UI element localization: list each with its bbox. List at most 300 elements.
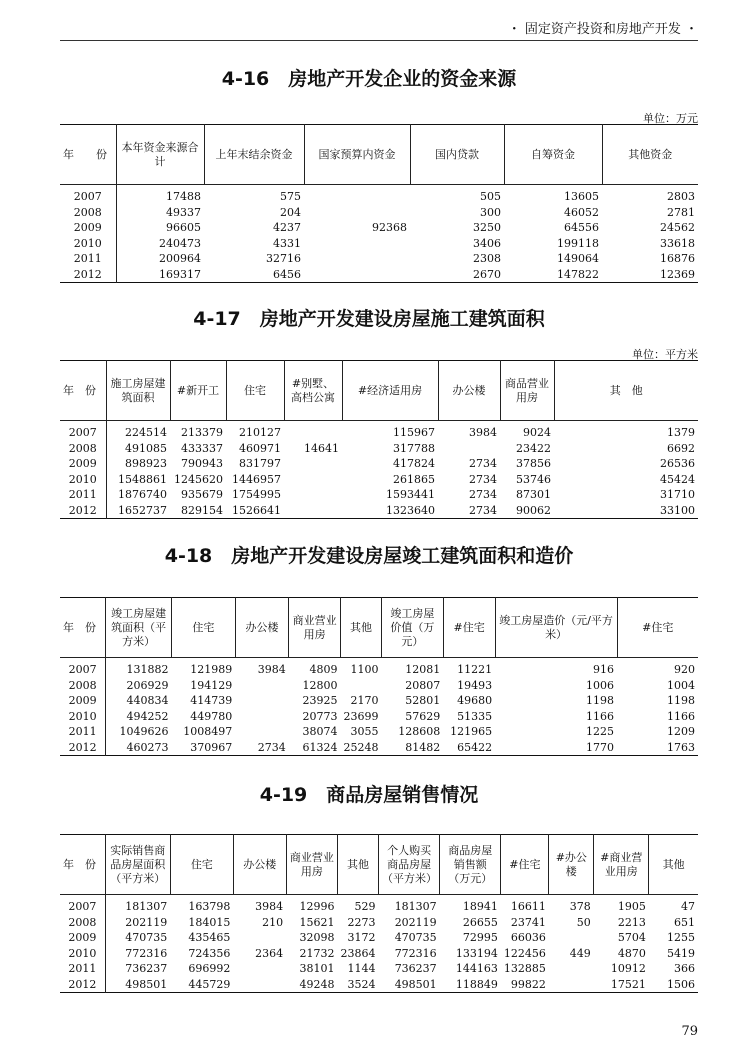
- value-cell: [284, 472, 342, 488]
- value-cell: 1593441: [386, 488, 435, 501]
- value-cell: 9024: [523, 426, 551, 439]
- value-cell: 133194: [455, 946, 498, 960]
- table-row: [60, 185, 698, 205]
- value-cell: 64556: [564, 221, 599, 234]
- value-cell: 131882: [126, 663, 169, 676]
- table-row: [60, 961, 698, 977]
- value-cell: 736237: [125, 962, 168, 975]
- value-cell: 494252: [126, 709, 169, 723]
- year-cell: 2009: [60, 456, 106, 472]
- t16-header-1: 本年资金来源合计: [116, 125, 204, 185]
- value-cell: 11221: [457, 663, 493, 676]
- value-cell: 3984: [257, 663, 286, 676]
- table-row: [60, 267, 698, 283]
- value-cell: [549, 977, 594, 993]
- running-header: ・ 固定资产投资和房地产开发 ・: [507, 22, 698, 37]
- value-cell: 1245620: [174, 472, 223, 486]
- value-cell: 831797: [239, 457, 281, 470]
- t19-header-5: 其他: [338, 835, 379, 895]
- value-cell: [304, 185, 410, 205]
- value-cell: 3250: [473, 221, 501, 234]
- t18-header-5: 其他: [341, 598, 382, 658]
- value-cell: [235, 693, 289, 709]
- year-cell: 2008: [60, 441, 106, 457]
- value-cell: [549, 930, 594, 946]
- value-cell: 772316: [394, 946, 437, 960]
- value-cell: 50: [576, 915, 591, 929]
- value-cell: 21732: [299, 946, 335, 960]
- value-cell: 16876: [660, 252, 695, 265]
- t17-header-4: #别墅、高档公寓: [284, 361, 342, 421]
- table-row: [60, 503, 698, 519]
- value-cell: 2734: [257, 740, 286, 754]
- table-4-19: [60, 834, 698, 993]
- value-cell: 2170: [350, 694, 379, 707]
- year-cell: 2009: [60, 693, 106, 709]
- value-cell: 2734: [469, 488, 497, 501]
- value-cell: 49248: [299, 977, 335, 991]
- header-rule: [60, 40, 698, 41]
- value-cell: 1526641: [232, 503, 281, 517]
- value-cell: 17521: [610, 977, 646, 991]
- value-cell: 1198: [667, 694, 695, 707]
- value-cell: 1209: [667, 725, 695, 738]
- value-cell: 2273: [347, 915, 376, 929]
- year-cell: 2009: [60, 220, 116, 236]
- value-cell: 122456: [503, 946, 546, 960]
- value-cell: 2308: [473, 252, 501, 265]
- value-cell: 4870: [617, 946, 646, 960]
- t17-header-5: #经济适用房: [342, 361, 438, 421]
- value-cell: 45424: [660, 472, 695, 486]
- table-row: [60, 472, 698, 488]
- value-cell: 3172: [347, 931, 376, 944]
- value-cell: 194129: [190, 678, 233, 692]
- table-row: [60, 740, 698, 756]
- value-cell: 72995: [462, 931, 498, 944]
- value-cell: 2670: [473, 267, 501, 281]
- value-cell: 261865: [393, 472, 435, 486]
- value-cell: 898923: [125, 457, 167, 470]
- table-4-17: [60, 360, 698, 519]
- table-row: [60, 915, 698, 931]
- value-cell: 1770: [586, 740, 615, 754]
- value-cell: 790943: [181, 457, 223, 470]
- value-cell: 300: [480, 205, 501, 219]
- year-cell: 2012: [60, 267, 116, 283]
- value-cell: 65422: [457, 740, 493, 754]
- t19-header-4: 商业营业用房: [286, 835, 337, 895]
- value-cell: [284, 456, 342, 472]
- value-cell: 772316: [125, 946, 168, 960]
- value-cell: 16611: [510, 900, 546, 913]
- value-cell: 23864: [340, 946, 376, 960]
- value-cell: 470735: [125, 931, 168, 944]
- t18-header-6: 竣工房屋价值（万元）: [382, 598, 444, 658]
- t19-header-2: 住宅: [170, 835, 233, 895]
- value-cell: 1225: [586, 725, 615, 738]
- year-cell: 2008: [60, 678, 106, 694]
- value-cell: 696992: [188, 962, 231, 975]
- value-cell: 4237: [273, 221, 301, 234]
- value-cell: 204: [280, 205, 301, 219]
- t19-header-11: 其他: [649, 835, 698, 895]
- value-cell: 10912: [610, 962, 646, 975]
- t19-header-6: 个人购买商品房屋（平方米）: [379, 835, 440, 895]
- value-cell: 916: [593, 663, 615, 676]
- value-cell: 470735: [394, 931, 437, 944]
- value-cell: 23925: [302, 694, 338, 707]
- value-cell: 147822: [557, 267, 599, 281]
- value-cell: 498501: [125, 977, 168, 991]
- table-row: [60, 724, 698, 740]
- value-cell: 449780: [190, 709, 233, 723]
- t19-header-9: #办公楼: [549, 835, 594, 895]
- value-cell: [438, 441, 500, 457]
- table-4-16: [60, 124, 698, 283]
- year-cell: 2009: [60, 930, 105, 946]
- value-cell: 14641: [304, 441, 339, 455]
- value-cell: [284, 487, 342, 503]
- value-cell: 210127: [239, 426, 281, 439]
- value-cell: 47: [681, 900, 695, 913]
- value-cell: 33618: [660, 236, 695, 250]
- value-cell: 366: [674, 962, 695, 975]
- value-cell: 1763: [667, 740, 695, 754]
- value-cell: 651: [674, 915, 695, 929]
- t18-header-9: #住宅: [617, 598, 698, 658]
- value-cell: 449: [569, 946, 591, 960]
- value-cell: 33100: [660, 503, 695, 517]
- value-cell: [304, 251, 410, 267]
- t16-header-2: 上年末结余资金: [204, 125, 304, 185]
- value-cell: 935679: [181, 488, 223, 501]
- value-cell: 3984: [255, 900, 284, 913]
- value-cell: 4331: [273, 236, 301, 250]
- value-cell: 57629: [405, 709, 441, 723]
- value-cell: 1754995: [232, 488, 281, 501]
- value-cell: 240473: [159, 236, 201, 250]
- year-cell: 2010: [60, 709, 106, 725]
- value-cell: 440834: [126, 694, 169, 707]
- t18-header-4: 商业营业用房: [289, 598, 341, 658]
- value-cell: 2364: [255, 946, 284, 960]
- table-row: [60, 946, 698, 962]
- value-cell: 15621: [299, 915, 335, 929]
- t18-header-3: 办公楼: [235, 598, 289, 658]
- table-row: [60, 487, 698, 503]
- value-cell: 128608: [398, 725, 441, 738]
- t18-header-0: 年 份: [60, 598, 106, 658]
- t16-header-5: 自筹资金: [504, 125, 602, 185]
- value-cell: 3524: [347, 977, 376, 991]
- value-cell: 87301: [516, 488, 551, 501]
- value-cell: 181307: [125, 900, 168, 913]
- value-cell: 213379: [181, 426, 223, 439]
- value-cell: 2734: [469, 472, 497, 486]
- t17-header-0: 年 份: [60, 361, 106, 421]
- t17-header-1: 施工房屋建筑面积: [106, 361, 170, 421]
- value-cell: 23699: [343, 709, 379, 723]
- value-cell: 2734: [469, 503, 497, 517]
- value-cell: 210: [262, 915, 284, 929]
- value-cell: 17488: [166, 190, 201, 203]
- year-cell: 2011: [60, 724, 106, 740]
- value-cell: 1008497: [183, 725, 233, 738]
- value-cell: 3406: [473, 236, 501, 250]
- value-cell: 378: [569, 900, 591, 913]
- t19-header-3: 办公楼: [233, 835, 286, 895]
- value-cell: 12081: [405, 663, 441, 676]
- value-cell: 20773: [302, 709, 338, 723]
- t19-header-10: #商业营业用房: [594, 835, 649, 895]
- value-cell: 121965: [450, 725, 493, 738]
- value-cell: 2803: [667, 190, 695, 203]
- value-cell: 61324: [302, 740, 338, 754]
- value-cell: 435465: [188, 931, 231, 944]
- value-cell: 18941: [462, 900, 498, 913]
- table-row: [60, 930, 698, 946]
- value-cell: [235, 724, 289, 740]
- t19-header-1: 实际销售商品房屋面积（平方米）: [105, 835, 170, 895]
- value-cell: 163798: [188, 900, 231, 913]
- value-cell: 2213: [617, 915, 646, 929]
- value-cell: 96605: [166, 221, 201, 234]
- value-cell: 1100: [350, 663, 379, 676]
- t18-header-8: 竣工房屋造价（元/平方米）: [495, 598, 617, 658]
- year-cell: 2010: [60, 472, 106, 488]
- value-cell: [233, 930, 286, 946]
- table-row: [60, 977, 698, 993]
- value-cell: 1166: [586, 709, 615, 723]
- value-cell: 49337: [166, 205, 201, 219]
- table-row: [60, 895, 698, 915]
- value-cell: 6456: [273, 267, 301, 281]
- year-cell: 2007: [60, 658, 106, 678]
- t16-header-0: 年 份: [60, 125, 116, 185]
- value-cell: 23422: [516, 441, 551, 455]
- value-cell: 736237: [394, 962, 437, 975]
- value-cell: 90062: [516, 503, 551, 517]
- value-cell: 51335: [457, 709, 493, 723]
- value-cell: 37856: [516, 457, 551, 470]
- value-cell: 20807: [405, 678, 441, 692]
- value-cell: 920: [674, 663, 695, 676]
- value-cell: [233, 961, 286, 977]
- value-cell: 460971: [239, 441, 281, 455]
- t17-header-8: 其 他: [554, 361, 698, 421]
- value-cell: 24562: [660, 221, 695, 234]
- value-cell: 202119: [125, 915, 168, 929]
- value-cell: 184015: [188, 915, 231, 929]
- value-cell: 115967: [393, 426, 435, 439]
- table-row: [60, 205, 698, 221]
- table-row: [60, 251, 698, 267]
- year-cell: 2007: [60, 895, 105, 915]
- value-cell: 829154: [181, 503, 223, 517]
- table-row: [60, 220, 698, 236]
- value-cell: [304, 205, 410, 221]
- value-cell: 498501: [394, 977, 437, 991]
- year-cell: 2012: [60, 977, 105, 993]
- t18-header-2: 住宅: [171, 598, 235, 658]
- t16-header-3: 国家预算内资金: [304, 125, 410, 185]
- value-cell: 200964: [159, 252, 201, 265]
- table-row: [60, 658, 698, 678]
- value-cell: 1006: [586, 678, 615, 692]
- value-cell: 224514: [125, 426, 167, 439]
- value-cell: 445729: [188, 977, 231, 991]
- value-cell: [341, 678, 382, 694]
- value-cell: 1876740: [118, 488, 167, 501]
- value-cell: [549, 961, 594, 977]
- value-cell: 81482: [405, 740, 441, 754]
- value-cell: 202119: [394, 915, 437, 929]
- value-cell: 12800: [302, 678, 338, 692]
- value-cell: [235, 709, 289, 725]
- year-cell: 2012: [60, 503, 106, 519]
- value-cell: 6692: [667, 441, 695, 455]
- value-cell: 26536: [660, 457, 695, 470]
- year-cell: 2008: [60, 205, 116, 221]
- value-cell: 2734: [469, 457, 497, 470]
- t19-header-0: 年 份: [60, 835, 105, 895]
- value-cell: 1446957: [232, 472, 281, 486]
- year-cell: 2011: [60, 251, 116, 267]
- value-cell: 169317: [159, 267, 201, 281]
- year-cell: 2012: [60, 740, 106, 756]
- value-cell: 38074: [302, 725, 338, 738]
- value-cell: 724356: [188, 946, 231, 960]
- value-cell: 417824: [393, 457, 435, 470]
- year-cell: 2008: [60, 915, 105, 931]
- value-cell: [304, 236, 410, 252]
- table-row: [60, 456, 698, 472]
- value-cell: 4809: [309, 663, 338, 676]
- value-cell: 460273: [126, 740, 169, 754]
- t19-header-8: #住宅: [501, 835, 549, 895]
- value-cell: 370967: [190, 740, 233, 754]
- t16-header-4: 国内贷款: [410, 125, 504, 185]
- value-cell: 433337: [181, 441, 223, 455]
- value-cell: 1166: [667, 709, 695, 723]
- value-cell: 19493: [457, 678, 493, 692]
- value-cell: 3984: [469, 426, 497, 439]
- value-cell: 491085: [125, 441, 167, 455]
- value-cell: 32098: [299, 931, 335, 944]
- year-cell: 2011: [60, 487, 106, 503]
- value-cell: 12369: [660, 267, 695, 281]
- value-cell: 23741: [510, 915, 546, 929]
- value-cell: 46052: [564, 205, 599, 219]
- value-cell: 32716: [266, 252, 301, 265]
- value-cell: 118849: [455, 977, 498, 991]
- value-cell: [235, 678, 289, 694]
- table-4-16-title: 4-16 房地产开发企业的资金来源: [221, 68, 517, 90]
- table-4-17-title: 4-17 房地产开发建设房屋施工建筑面积: [193, 308, 545, 330]
- value-cell: 181307: [394, 900, 437, 913]
- t18-header-7: #住宅: [443, 598, 495, 658]
- value-cell: 1548861: [118, 472, 167, 486]
- value-cell: 1905: [617, 900, 646, 913]
- year-cell: 2007: [60, 185, 116, 205]
- value-cell: 317788: [393, 441, 435, 455]
- value-cell: 99822: [510, 977, 546, 991]
- value-cell: 1652737: [118, 503, 167, 517]
- value-cell: [304, 267, 410, 283]
- t16-header-6: 其他资金: [602, 125, 698, 185]
- table-row: [60, 678, 698, 694]
- year-cell: 2011: [60, 961, 105, 977]
- value-cell: 38101: [299, 962, 335, 975]
- value-cell: 26655: [462, 915, 498, 929]
- value-cell: 1049626: [119, 725, 169, 738]
- value-cell: 25248: [343, 740, 379, 754]
- value-cell: 1004: [667, 678, 695, 692]
- value-cell: 414739: [190, 694, 233, 707]
- value-cell: 49680: [457, 694, 493, 707]
- table-4-17-unit: 单位：平方米: [632, 348, 698, 361]
- value-cell: 5704: [617, 931, 646, 944]
- value-cell: [284, 421, 342, 441]
- value-cell: 1506: [667, 977, 695, 991]
- value-cell: [284, 503, 342, 519]
- value-cell: 1323640: [386, 503, 435, 517]
- value-cell: 575: [280, 190, 301, 203]
- value-cell: 1379: [667, 426, 695, 439]
- t17-header-3: 住宅: [226, 361, 284, 421]
- value-cell: 144163: [455, 962, 498, 975]
- value-cell: 1255: [667, 931, 695, 944]
- value-cell: [233, 977, 286, 993]
- value-cell: 66036: [510, 931, 546, 944]
- table-4-18-title: 4-18 房地产开发建设房屋竣工建筑面积和造价: [164, 545, 574, 567]
- value-cell: 529: [354, 900, 376, 913]
- value-cell: 149064: [557, 252, 599, 265]
- table-row: [60, 441, 698, 457]
- value-cell: 13605: [564, 190, 599, 203]
- table-row: [60, 693, 698, 709]
- table-4-18: [60, 597, 698, 756]
- value-cell: 2781: [667, 205, 695, 219]
- t17-header-6: 办公楼: [438, 361, 500, 421]
- page-number: 79: [681, 1024, 698, 1039]
- value-cell: 199118: [557, 236, 599, 250]
- t19-header-7: 商品房屋销售额（万元）: [440, 835, 501, 895]
- value-cell: 132885: [503, 962, 546, 975]
- value-cell: 1144: [347, 962, 376, 975]
- table-row: [60, 709, 698, 725]
- value-cell: 12996: [299, 900, 335, 913]
- value-cell: 1198: [586, 694, 615, 707]
- value-cell: 5419: [667, 946, 695, 960]
- t18-header-1: 竣工房屋建筑面积（平方米）: [106, 598, 172, 658]
- year-cell: 2010: [60, 236, 116, 252]
- value-cell: 121989: [190, 663, 233, 676]
- value-cell: 31710: [660, 488, 695, 501]
- value-cell: 92368: [372, 221, 407, 234]
- table-4-19-title: 4-19 商品房屋销售情况: [259, 784, 479, 806]
- value-cell: 53746: [516, 472, 551, 486]
- table-4-16-unit: 单位：万元: [643, 112, 698, 125]
- year-cell: 2010: [60, 946, 105, 962]
- t17-header-2: #新开工: [170, 361, 226, 421]
- t17-header-7: 商品营业用房: [500, 361, 554, 421]
- value-cell: 505: [480, 190, 501, 203]
- value-cell: 3055: [350, 725, 379, 738]
- table-row: [60, 421, 698, 441]
- year-cell: 2007: [60, 421, 106, 441]
